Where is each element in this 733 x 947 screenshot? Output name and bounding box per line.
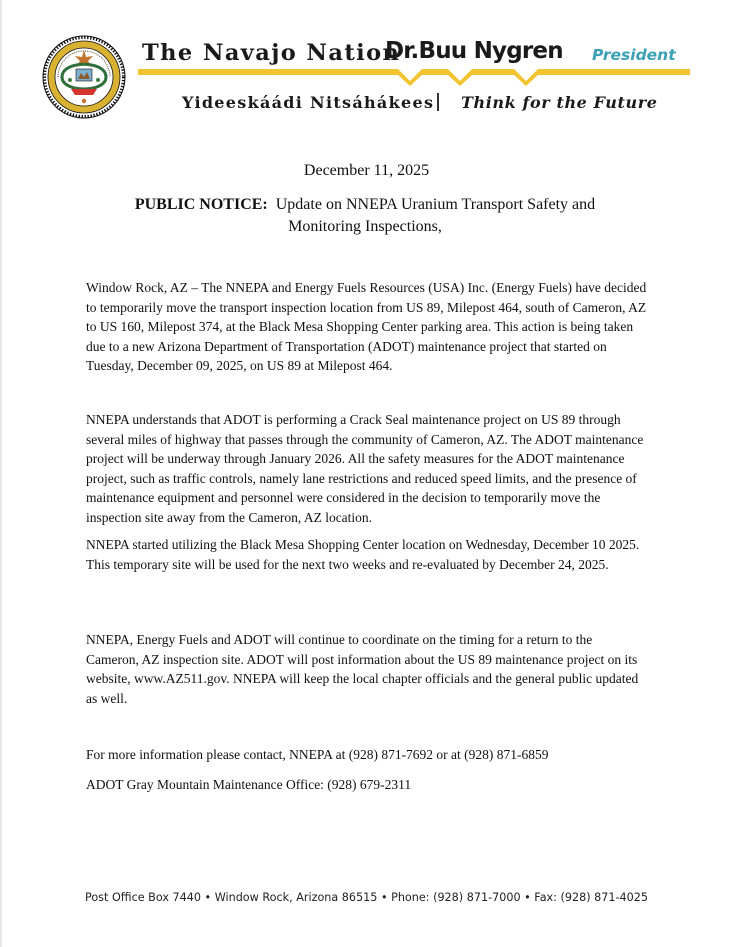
tagline-native: Yideeskáádi Nitsáhákees xyxy=(182,93,435,112)
notice-date: December 11, 2025 xyxy=(303,162,430,179)
notice-label: PUBLIC NOTICE: xyxy=(134,196,268,213)
paragraph-temporary-site: NNEPA started utilizing the Black Mesa Shopping Center location on Wednesday, December 10 2025. This temporary site will be used for the next two weeks and re-evaluated by December 24, 2025. xyxy=(86,537,640,572)
footer-address: Post Office Box 7440 • Window Rock, Arizona 86515 • Phone: (928) 871-7000 • Fax: (928) 871-4025 xyxy=(84,891,649,904)
page-edge xyxy=(0,0,2,947)
notice-headline xyxy=(110,194,620,238)
paragraph-coordination: NNEPA, Energy Fuels and ADOT will continue to coordinate on the timing for a return to the Cameron, AZ inspection site. ADOT will post information about the US 89 maintenance project on its website, www.AZ511.gov. NNEPA will keep the local chapter officials and the general public updated as well. xyxy=(86,632,639,706)
paragraph-contact-nnepa: For more information please contact, NNEPA at (928) 871-7692 or at (928) 871-6859 xyxy=(86,747,549,762)
header-zigzag-band xyxy=(138,66,690,86)
paragraph-maintenance-project: NNEPA understands that ADOT is performing a Crack Seal maintenance project on US 89 through several miles of highway that passes through the community of Cameron, AZ. The ADOT maintenance project will be underway through January 2026. All the safety measures for the ADOT maintenance project, such as traffic controls, namely lane restrictions and reduced speed limits, and the presence of maintenance equipment and personnel were considered in the decision to temporarily move the inspection site away from the Cameron, AZ location. xyxy=(86,412,644,525)
organization-name: The Navajo Nation xyxy=(142,40,401,66)
president-name: Dr.Buu Nygren xyxy=(385,38,563,64)
tagline-english: Think for the Future xyxy=(461,93,658,112)
president-title: President xyxy=(592,46,676,64)
paragraph-contact-adot: ADOT Gray Mountain Maintenance Office: (928) 679-2311 xyxy=(86,777,412,792)
paragraph-announcement: Window Rock, AZ – The NNEPA and Energy Fuels Resources (USA) Inc. (Energy Fuels) have decided to temporarily move the transport inspection location from US 89, Milepost 464, south of Cameron, AZ to US 160, Milepost 374, at the Black Mesa Shopping Center parking area. This action is being taken due to a new Arizona Department of Transportation (ADOT) maintenance project that started on Tuesday, December 09, 2025, on US 89 at Milepost 464. xyxy=(86,280,647,374)
navajo-nation-seal-icon xyxy=(42,35,126,119)
tagline-divider xyxy=(437,93,439,111)
notice-subject: Update on NNEPA Uranium Transport Safety and Monitoring Inspections, xyxy=(275,196,596,235)
